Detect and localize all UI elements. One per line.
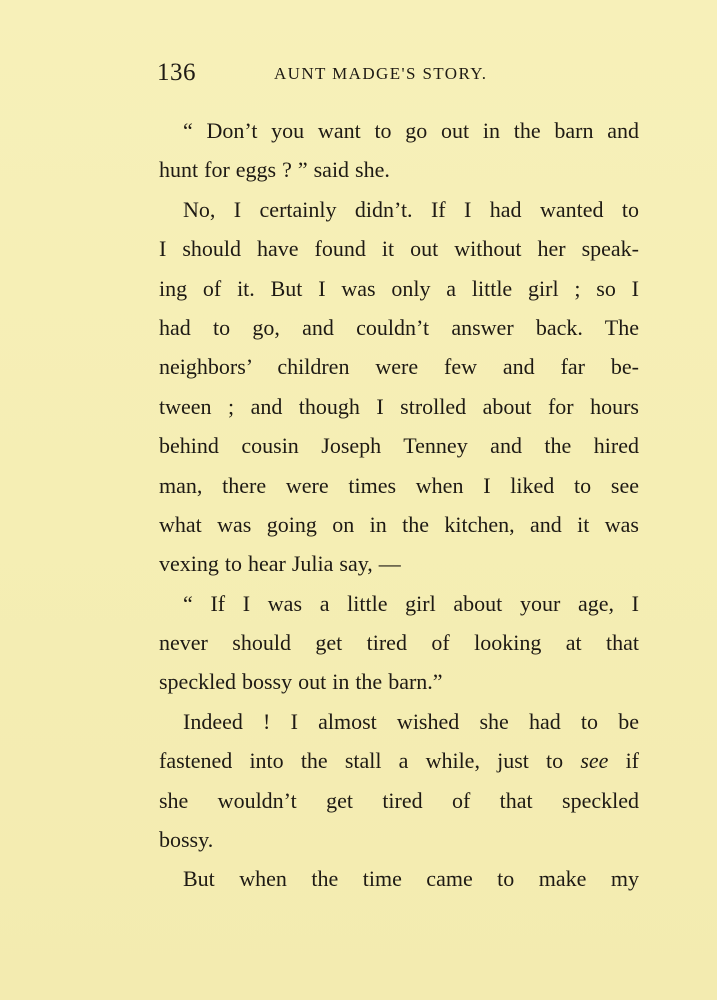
emphasized-word: see	[580, 748, 609, 774]
text-line: what was going on in the kitchen, and it was	[159, 511, 639, 537]
text-line: she wouldn’t get tired of that speckled	[159, 787, 639, 813]
text-line: Indeed ! I almost wished she had to be	[183, 708, 639, 734]
text-line: man, there were times when I liked to see	[159, 472, 639, 498]
text-line: bossy.	[159, 827, 214, 853]
text-line: never should get tired of looking at that	[159, 630, 639, 656]
text-line: behind cousin Joseph Tenney and the hired	[159, 433, 639, 459]
text-line: neighbors’ children were few and far be-	[159, 354, 639, 380]
text-run: fastened into the stall a while, just to	[159, 748, 564, 774]
text-line: “ If I was a little girl about your age, I	[183, 590, 639, 616]
page-number: 136	[157, 59, 196, 86]
text-line: “ Don’t you want to go out in the barn and	[183, 118, 639, 143]
text-line: But when the time came to make my	[183, 866, 639, 892]
text-line: No, I certainly didn’t. If I had wanted to	[183, 196, 639, 222]
page-header	[157, 56, 638, 90]
text-run: if	[625, 748, 640, 774]
text-line-with-emphasis	[159, 741, 639, 780]
running-head: AUNT MADGE'S STORY.	[274, 64, 488, 83]
text-line: tween ; and though I strolled about for hours	[159, 393, 639, 419]
text-line: speckled bossy out in the barn.”	[159, 669, 443, 695]
text-line: vexing to hear Julia say, —	[159, 551, 401, 577]
text-line: I should have found it out without her speak-	[159, 236, 639, 262]
text-line: hunt for eggs ? ” said she.	[159, 157, 390, 183]
text-line: had to go, and couldn’t answer back. The	[159, 314, 639, 340]
text-line: ing of it. But I was only a little girl ; so I	[159, 275, 639, 301]
body-text	[159, 111, 639, 899]
